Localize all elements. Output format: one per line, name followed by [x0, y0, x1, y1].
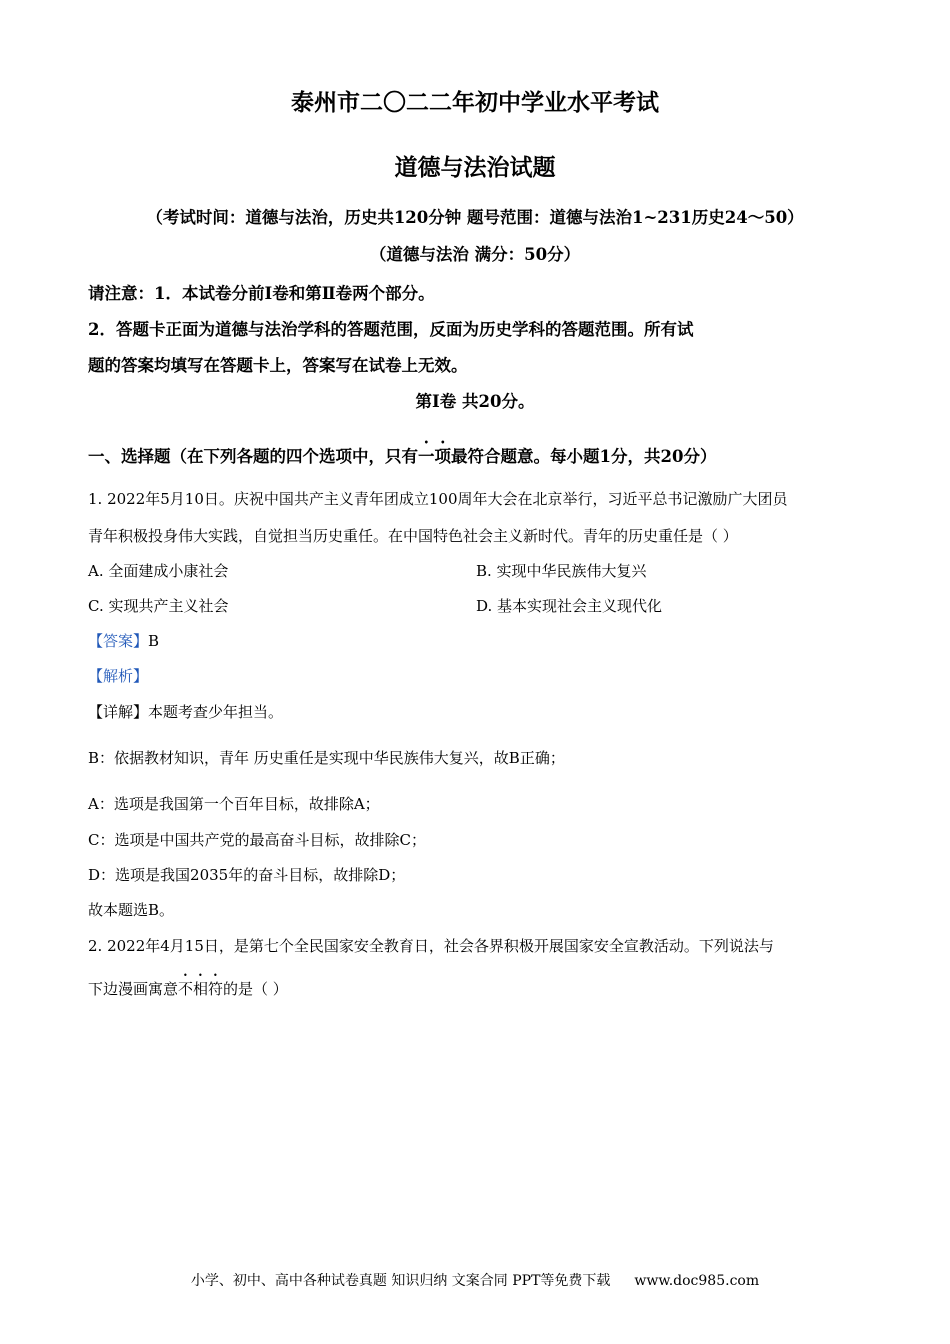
q1-answer — [88, 630, 159, 651]
q1-explain-b: B：依据教材知识，青年 历史重任是实现中华民族伟大复兴，故B正确； — [88, 749, 565, 767]
q2-line-2-emphasis: 不相符 — [178, 980, 224, 998]
q1-option-b: B. 实现中华民族伟大复兴 — [476, 562, 647, 580]
q2-line-1: 2. 2022年4月15日，是第七个全民国家安全教育日，社会各界积极开展国家安全宣教活动。下列说法与 — [88, 937, 774, 955]
q1-conclusion: 故本题选B。 — [88, 901, 175, 919]
q1-option-d: D. 基本实现社会主义现代化 — [476, 597, 663, 615]
q1-option-a: A. 全面建成小康社会 — [88, 562, 229, 580]
exam-info: （考试时间：道德与法治，历史共120分钟 题号范围：道德与法治1~231历史24～50） — [146, 208, 804, 227]
notice-line-3: 题的答案均填写在答题卡上，答案写在试卷上无效。 — [88, 356, 468, 375]
q1-detail: 【详解】本题考查少年担当。 — [88, 703, 284, 721]
footer-url[interactable]: www.doc985.com — [634, 1273, 760, 1289]
section-heading-post: 最符合题意。每小题1分，共20分） — [451, 447, 717, 466]
q1-explain-d: D：选项是我国2035年的奋斗目标，故排除D； — [88, 866, 406, 884]
answer-value: B — [148, 632, 160, 650]
notice-line-2: 2．答题卡正面为道德与法治学科的答题范围，反面为历史学科的答题范围。所有试 — [88, 320, 694, 339]
q2-line-2-pre: 下边漫画寓意 — [88, 980, 179, 998]
exam-subtitle: 道德与法治试题 — [394, 154, 556, 181]
q2-line-2-post: 的是（ ） — [223, 980, 288, 998]
page-footer — [0, 1270, 950, 1290]
exam-title: 泰州市二〇二二年初中学业水平考试 — [291, 89, 659, 116]
part1-heading: 第Ⅰ卷 共20分。 — [415, 392, 535, 411]
footer-text: 小学、初中、高中各种试卷真题 知识归纳 文案合同 PPT等免费下载 — [190, 1273, 611, 1289]
q1-explain-a: A：选项是我国第一个百年目标，故排除A； — [88, 795, 380, 813]
section-heading-pre: 一、选择题（在下列各题的四个选项中，只有 — [88, 447, 418, 466]
q1-line-2: 青年积极投身伟大实践，自觉担当历史重任。在中国特色社会主义新时代。青年的历史重任是（ ） — [88, 527, 738, 545]
notice-line-1: 请注意：1．本试卷分前Ⅰ卷和第Ⅱ卷两个部分。 — [88, 284, 435, 303]
section-heading — [88, 437, 716, 467]
q2-line-2 — [88, 971, 288, 999]
section-heading-emphasis: 一 — [418, 447, 435, 466]
q1-explain-c: C：选项是中国共产党的最高奋斗目标，故排除C； — [88, 831, 426, 849]
score-info: （道德与法治 满分：50分） — [369, 245, 581, 264]
section-heading-emphasis-2: 项 — [434, 447, 451, 466]
q1-option-c: C. 实现共产主义社会 — [88, 597, 229, 615]
q1-line-1: 1. 2022年5月10日。庆祝中国共产主义青年团成立100周年大会在北京举行，习近平总书记激励广大团员 — [88, 490, 788, 508]
analysis-label: 【解析】 — [88, 667, 149, 685]
answer-label: 【答案】 — [88, 632, 149, 650]
